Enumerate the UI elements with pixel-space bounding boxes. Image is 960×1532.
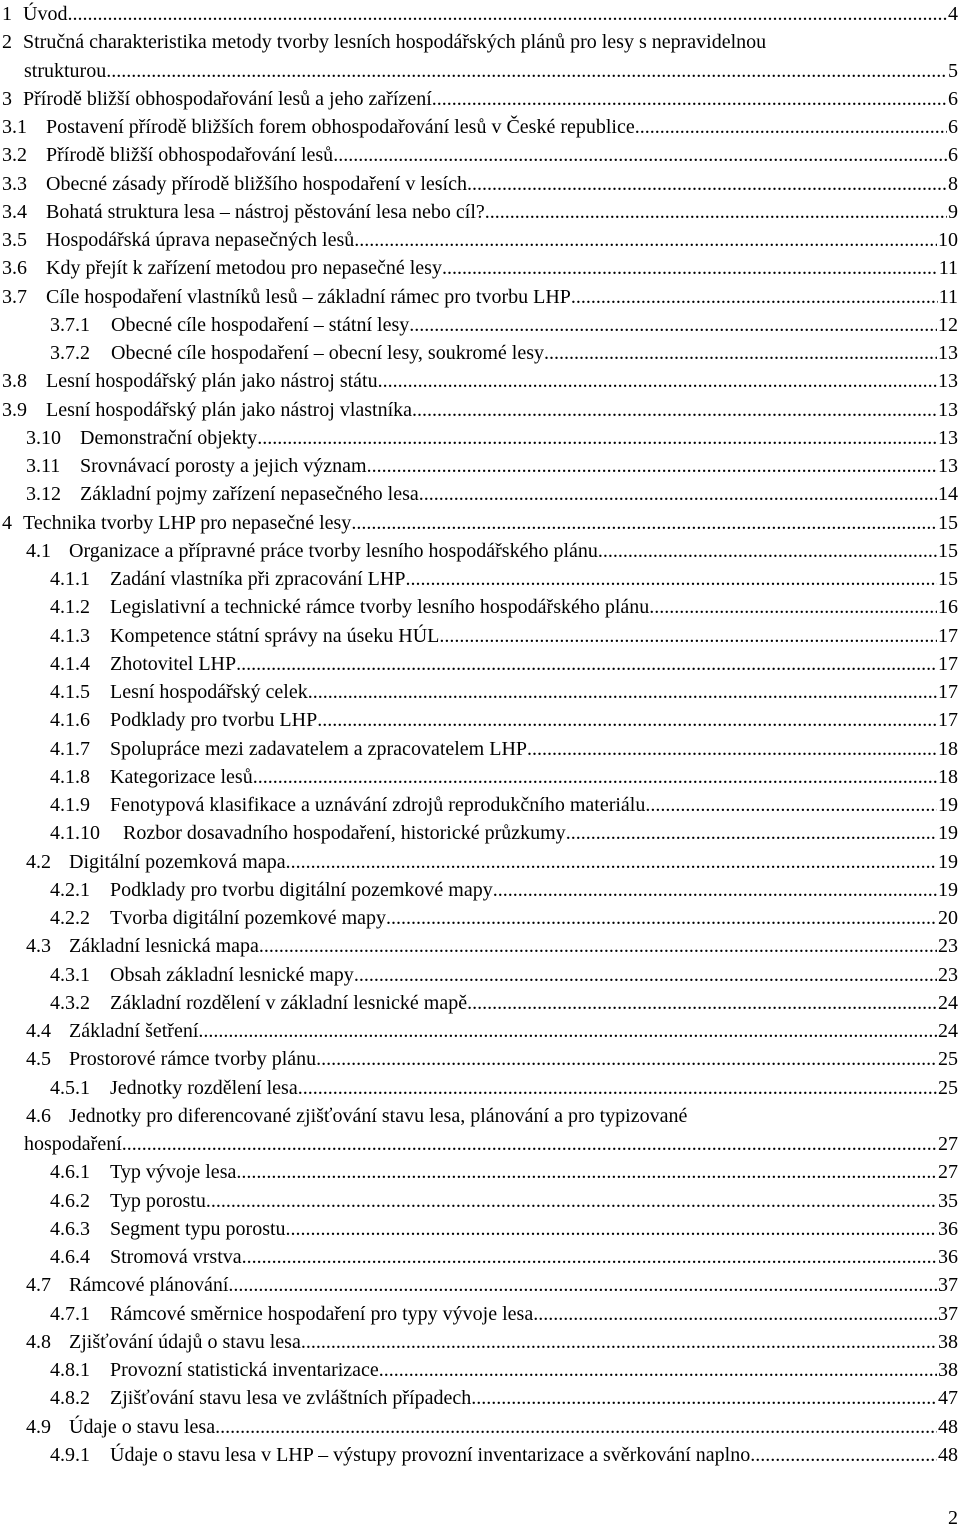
toc-entry-page: 17 <box>938 624 958 647</box>
toc-entry-page: 17 <box>938 709 958 732</box>
toc-entry-title: Základní šetření <box>69 1020 199 1042</box>
toc-entry-title: Kdy přejít k zařízení metodou pro nepasečné lesy <box>46 257 442 280</box>
toc-entry[interactable] <box>26 452 958 480</box>
toc-entry-number: 4.2 <box>26 850 51 873</box>
toc-entry[interactable] <box>50 1384 958 1412</box>
toc-entry-number: 4.9.1 <box>50 1443 90 1466</box>
toc-entry-title: Lesní hospodářský plán jako nástroj státu <box>46 370 378 393</box>
dot-leader <box>439 622 937 650</box>
toc-entry-number: 4.1 <box>26 539 51 562</box>
dot-leader <box>242 1243 937 1271</box>
toc-entry[interactable] <box>50 311 958 339</box>
dot-leader <box>286 1215 937 1243</box>
toc-entry[interactable] <box>26 1271 958 1299</box>
toc-entry-title: Tvorba digitální pozemkové mapy <box>110 907 387 929</box>
dot-leader <box>316 1045 937 1073</box>
toc-entry-title: Zadání vlastníka při zpracování LHP <box>110 568 406 590</box>
toc-entry-page: 36 <box>938 1246 958 1268</box>
toc-entry[interactable] <box>2 113 958 141</box>
toc-entry[interactable] <box>50 650 958 678</box>
toc-entry-number: 3.4 <box>2 200 27 223</box>
toc-entry[interactable] <box>2 170 958 198</box>
toc-entry[interactable] <box>50 593 958 621</box>
toc-entry-page: 19 <box>938 794 958 816</box>
toc-entry-title: Segment typu porostu <box>110 1217 286 1240</box>
dot-leader <box>236 650 937 678</box>
toc-entry-number: 4.3.2 <box>50 991 90 1014</box>
toc-entry-title: Obsah základní lesnické mapy <box>110 963 354 986</box>
toc-entry-title: Technika tvorby LHP pro nepasečné lesy <box>23 511 352 534</box>
toc-entry-title: Lesní hospodářský celek <box>110 681 308 703</box>
toc-entry-number: 4.5 <box>26 1048 51 1071</box>
toc-entry[interactable] <box>2 0 958 28</box>
toc-entry-title: Jednotky rozdělení lesa <box>110 1076 298 1099</box>
toc-entry[interactable] <box>50 1158 958 1186</box>
page-number: 2 <box>948 1507 958 1529</box>
toc-entry-number: 3.2 <box>2 144 27 167</box>
toc-entry-number: 4.1.1 <box>50 568 90 590</box>
toc-entry-number: 4.6.2 <box>50 1189 90 1212</box>
toc-entry-number: 3 <box>2 87 12 110</box>
toc-entry-page: 6 <box>948 144 958 167</box>
toc-entry-title: Základní lesnická mapa <box>69 935 259 958</box>
toc-entry[interactable] <box>50 1243 958 1271</box>
toc-entry-number: 4.6.4 <box>50 1246 90 1268</box>
toc-entry-title: Digitální pozemková mapa <box>69 850 286 873</box>
toc-entry[interactable] <box>26 1017 958 1045</box>
toc-entry[interactable] <box>50 763 958 791</box>
dot-leader <box>467 989 937 1017</box>
toc-entry-title: Podklady pro tvorbu LHP <box>110 709 318 732</box>
toc-entry-title: Typ vývoje lesa <box>110 1161 237 1184</box>
toc-entry[interactable] <box>50 1074 958 1102</box>
toc-entry-title: Rámcové plánování <box>69 1274 229 1297</box>
toc-entry-page: 24 <box>938 1020 958 1042</box>
toc-entry[interactable] <box>2 141 958 169</box>
toc-entry-number: 4.6 <box>26 1104 51 1127</box>
toc-entry-number: 3.7.2 <box>50 342 90 364</box>
toc-entry[interactable] <box>50 706 958 734</box>
toc-entry-page: 15 <box>938 511 958 534</box>
toc-entry-title: Obecné cíle hospodaření – obecní lesy, soukromé lesy <box>111 342 545 364</box>
toc-entry-number: 3.7 <box>2 285 27 308</box>
toc-entry[interactable] <box>24 57 958 85</box>
toc-entry-title: Zjišťování stavu lesa ve zvláštních případech <box>110 1387 472 1410</box>
dot-leader <box>317 706 937 734</box>
toc-entry-title: Jednotky pro diferencované zjišťování stavu lesa, plánování a pro typizované <box>69 1104 688 1127</box>
toc-entry-page: 25 <box>938 1076 958 1099</box>
toc-entry-number: 4.2.2 <box>50 907 90 929</box>
toc-entry-page: 37 <box>938 1274 958 1297</box>
toc-entry-number: 4.5.1 <box>50 1076 90 1099</box>
dot-leader <box>419 480 937 508</box>
toc-entry-title: Rámcové směrnice hospodaření pro typy vývoje lesa <box>110 1302 534 1325</box>
toc-entry-number: 3.5 <box>2 229 27 251</box>
toc-entry-page: 20 <box>938 907 958 929</box>
dot-leader <box>333 141 947 169</box>
toc-entry-number: 4 <box>2 511 12 534</box>
dot-leader <box>308 678 937 706</box>
dot-leader <box>122 1130 937 1158</box>
toc-entry[interactable] <box>2 283 958 311</box>
toc-entry[interactable] <box>50 961 958 989</box>
dot-leader <box>645 791 937 819</box>
toc-entry-number: 4.1.4 <box>50 652 90 675</box>
toc-entry-title: Legislativní a technické rámce tvorby lesního hospodářského plánu <box>110 596 650 619</box>
toc-entry-title: Cíle hospodaření vlastníků lesů – základní rámec pro tvorbu LHP <box>46 285 571 308</box>
dot-leader <box>386 904 937 932</box>
toc-entry[interactable] <box>50 678 958 706</box>
toc-entry-page: 12 <box>938 313 958 336</box>
toc-entry[interactable] <box>26 1413 958 1441</box>
toc-entry-title: Fenotypová klasifikace a uznávání zdrojů reprodukčního materiálu <box>110 794 646 816</box>
toc-entry-page: 13 <box>938 370 958 393</box>
dot-leader <box>354 961 937 989</box>
toc-entry-title: Zjišťování údajů o stavu lesa <box>69 1330 301 1353</box>
toc-entry-title: Srovnávací porosty a jejich význam <box>80 455 367 477</box>
dot-leader <box>493 876 937 904</box>
toc-entry-title: Kategorizace lesů <box>110 765 253 788</box>
toc-entry-page: 18 <box>938 737 958 760</box>
dot-leader <box>598 537 937 565</box>
toc-entry-number: 4.9 <box>26 1415 51 1438</box>
toc-entry-title: Prostorové rámce tvorby plánu <box>69 1048 317 1071</box>
toc-entry-page: 19 <box>938 822 958 845</box>
toc-entry-number: 4.4 <box>26 1020 51 1042</box>
dot-leader <box>405 565 937 593</box>
toc-entry[interactable] <box>50 622 958 650</box>
toc-entry[interactable] <box>24 1130 958 1158</box>
toc-entry-page: 13 <box>938 455 958 477</box>
toc-entry-number: 3.3 <box>2 172 27 195</box>
toc-entry-page: 9 <box>948 200 958 223</box>
toc-entry[interactable] <box>2 254 958 282</box>
dot-leader <box>533 1300 937 1328</box>
toc-entry-number: 4.1.2 <box>50 596 90 619</box>
toc-entry[interactable] <box>50 904 958 932</box>
toc-entry-page: 17 <box>938 681 958 703</box>
toc-entry-title: Stromová vrstva <box>110 1246 242 1268</box>
dot-leader <box>471 1384 937 1412</box>
toc-entry-number: 4.1.5 <box>50 681 90 703</box>
toc-entry-page: 13 <box>938 398 958 421</box>
toc-entry[interactable] <box>50 339 958 367</box>
dot-leader <box>236 1158 937 1186</box>
toc-entry-title: Bohatá struktura lesa – nástroj pěstování lesa nebo cíl? <box>46 200 485 223</box>
toc-entry-page: 5 <box>948 59 958 82</box>
toc-entry-page: 11 <box>938 257 958 280</box>
toc-entry-title: Údaje o stavu lesa v LHP – výstupy provozní inventarizace a svěrkování naplno. <box>110 1443 756 1466</box>
toc-entry-page: 4 <box>948 3 958 25</box>
toc-entry[interactable] <box>26 848 958 876</box>
dot-leader <box>367 452 937 480</box>
dot-leader <box>412 396 937 424</box>
toc-entry-number: 4.1.7 <box>50 737 90 760</box>
dot-leader <box>485 198 947 226</box>
toc-entry-page: 6 <box>948 87 958 110</box>
toc-entry[interactable] <box>50 876 958 904</box>
toc-entry-number: 4.6.3 <box>50 1217 90 1240</box>
toc-entry-number: 4.1.10 <box>50 822 100 845</box>
dot-leader <box>409 311 937 339</box>
toc-entry[interactable] <box>50 1215 958 1243</box>
dot-leader <box>378 367 937 395</box>
toc-entry-page: 27 <box>938 1133 958 1155</box>
toc-entry-page: 48 <box>938 1415 958 1438</box>
toc-entry-number: 4.1.6 <box>50 709 90 732</box>
dot-leader <box>566 819 937 847</box>
toc-entry-page: 23 <box>938 963 958 986</box>
toc-entry-page: 18 <box>938 765 958 788</box>
toc-entry-title: Základní pojmy zařízení nepasečného lesa <box>80 483 419 506</box>
dot-leader <box>301 1328 937 1356</box>
dot-leader <box>432 85 947 113</box>
toc-entry-page: 15 <box>938 568 958 590</box>
dot-leader <box>286 848 937 876</box>
toc-entry-number: 3.9 <box>2 398 27 421</box>
dot-leader <box>215 1413 937 1441</box>
toc-entry-title-continued: hospodaření <box>24 1133 122 1155</box>
toc-entry-title-line[interactable] <box>26 1102 687 1130</box>
toc-entry-page: 37 <box>938 1302 958 1325</box>
toc-entry-title: Údaje o stavu lesa <box>69 1415 216 1438</box>
dot-leader <box>442 254 938 282</box>
toc-entry-number: 4.8.2 <box>50 1387 90 1410</box>
toc-entry-number: 3.10 <box>26 426 61 449</box>
toc-entry-number: 4.7.1 <box>50 1302 90 1325</box>
dot-leader <box>198 1017 937 1045</box>
toc-entry-page: 15 <box>938 539 958 562</box>
toc-entry[interactable] <box>50 735 958 763</box>
toc-entry-page: 25 <box>938 1048 958 1071</box>
dot-leader <box>527 735 937 763</box>
toc-entry[interactable] <box>50 791 958 819</box>
toc-entry[interactable] <box>50 819 958 847</box>
toc-entry-title-line[interactable] <box>2 28 766 56</box>
toc-entry[interactable] <box>50 1441 958 1469</box>
toc-entry[interactable] <box>2 509 958 537</box>
toc-entry-number: 4.8 <box>26 1330 51 1353</box>
toc-entry[interactable] <box>2 396 958 424</box>
toc-entry-number: 1 <box>2 3 12 25</box>
toc-entry-page: 36 <box>938 1217 958 1240</box>
dot-leader <box>544 339 937 367</box>
toc-entry[interactable] <box>2 367 958 395</box>
toc-entry-page: 13 <box>938 426 958 449</box>
toc-entry-title: Obecné zásady přírodě bližšího hospodaření v lesích <box>46 172 467 195</box>
toc-entry-page: 19 <box>938 850 958 873</box>
toc-entry-number: 3.6 <box>2 257 27 280</box>
toc-entry-title: Provozní statistická inventarizace <box>110 1359 379 1381</box>
toc-entry-page: 38 <box>938 1330 958 1353</box>
toc-entry-page: 8 <box>948 172 958 195</box>
toc-entry-number: 3.7.1 <box>50 313 90 336</box>
toc-entry-number: 3.8 <box>2 370 27 393</box>
dot-leader <box>298 1074 937 1102</box>
toc-entry-number: 4.6.1 <box>50 1161 90 1184</box>
toc-entry-number: 3.12 <box>26 483 61 506</box>
toc-entry[interactable] <box>26 1328 958 1356</box>
toc-entry[interactable] <box>2 198 958 226</box>
toc-entry-number: 3.1 <box>2 116 27 138</box>
toc-entry-title: Obecné cíle hospodaření – státní lesy <box>111 313 410 336</box>
toc-entry-page: 16 <box>938 596 958 619</box>
toc-entry-number: 4.3.1 <box>50 963 90 986</box>
toc-entry-page: 35 <box>938 1189 958 1212</box>
dot-leader <box>111 57 947 85</box>
toc-entry[interactable] <box>2 85 958 113</box>
toc-entry[interactable] <box>50 989 958 1017</box>
dot-leader <box>351 509 937 537</box>
toc-entry-page: 14 <box>938 483 958 506</box>
toc-entry-title: Zhotovitel LHP <box>110 652 237 675</box>
toc-entry-number: 3.11 <box>26 455 61 477</box>
toc-entry-page: 10 <box>938 229 958 251</box>
dot-leader <box>206 1187 937 1215</box>
dot-leader <box>571 283 938 311</box>
toc-entry-title: Stručná charakteristika metody tvorby lesních hospodářských plánů pro lesy s nepravidelnou <box>23 31 767 54</box>
toc-entry-number: 4.2.1 <box>50 878 90 901</box>
toc-entry[interactable] <box>50 565 958 593</box>
toc-entry[interactable] <box>26 480 958 508</box>
toc-entry-title: Typ porostu <box>110 1189 206 1212</box>
dot-leader <box>379 1356 937 1384</box>
dot-leader <box>228 1271 937 1299</box>
dot-leader <box>259 932 937 960</box>
toc-entry-title: Přírodě bližší obhospodařování lesů a jeho zařízení <box>23 87 432 110</box>
toc-entry-title: Organizace a přípravné práce tvorby lesního hospodářského plánu <box>69 539 598 562</box>
toc-entry-page: 6 <box>948 116 958 138</box>
toc-entry-number: 4.1.9 <box>50 794 90 816</box>
toc-entry-title: Spolupráce mezi zadavatelem a zpracovatelem LHP <box>110 737 528 760</box>
toc-entry-title: Rozbor dosavadního hospodaření, historické průzkumy <box>123 822 566 845</box>
toc-entry-title: Postavení přírodě bližších forem obhospodařování lesů v České republice <box>46 116 635 138</box>
toc-entry-title: Demonstrační objekty <box>80 426 258 449</box>
dot-leader <box>257 424 937 452</box>
toc-entry-title: Kompetence státní správy na úseku HÚL <box>110 624 440 647</box>
toc-entry-number: 4.1.3 <box>50 624 90 647</box>
toc-entry[interactable] <box>26 537 958 565</box>
toc-entry-page: 27 <box>938 1161 958 1184</box>
toc-entry[interactable] <box>26 424 958 452</box>
toc-entry-title: Úvod <box>23 3 68 25</box>
toc-entry-number: 4.7 <box>26 1274 51 1297</box>
toc-entry[interactable] <box>50 1187 958 1215</box>
toc-entry-number: 4.1.8 <box>50 765 90 788</box>
toc-entry-number: 4.3 <box>26 935 51 958</box>
toc-entry-title-continued: strukturou. <box>24 59 112 82</box>
dot-leader <box>253 763 937 791</box>
toc-entry[interactable] <box>26 932 958 960</box>
dot-leader <box>467 170 947 198</box>
toc-entry-page: 24 <box>938 991 958 1014</box>
toc-entry-page: 38 <box>938 1359 958 1381</box>
toc-entry-page: 47 <box>938 1387 958 1410</box>
toc-entry-number: 4.8.1 <box>50 1359 90 1381</box>
toc-entry-title: Podklady pro tvorbu digitální pozemkové mapy <box>110 878 493 901</box>
toc-entry-title: Hospodářská úprava nepasečných lesů <box>46 229 355 251</box>
dot-leader <box>649 593 937 621</box>
dot-leader <box>755 1441 937 1469</box>
dot-leader <box>635 113 947 141</box>
toc-entry[interactable] <box>50 1356 958 1384</box>
toc-entry-page: 11 <box>938 285 958 308</box>
toc-entry-page: 23 <box>938 935 958 958</box>
toc-entry-title: Přírodě bližší obhospodařování lesů <box>46 144 334 167</box>
toc-entry-page: 48 <box>938 1443 958 1466</box>
toc-entry-page: 17 <box>938 652 958 675</box>
toc-entry-page: 13 <box>938 342 958 364</box>
toc-entry[interactable] <box>2 226 958 254</box>
dot-leader <box>67 0 947 28</box>
toc-entry-page: 19 <box>938 878 958 901</box>
dot-leader <box>354 226 937 254</box>
toc-entry[interactable] <box>26 1045 958 1073</box>
toc-entry-title: Základní rozdělení v základní lesnické mapě <box>110 991 468 1014</box>
toc-entry-number: 2 <box>2 31 12 54</box>
toc-entry[interactable] <box>50 1300 958 1328</box>
toc-entry-title: Lesní hospodářský plán jako nástroj vlastníka <box>46 398 413 421</box>
